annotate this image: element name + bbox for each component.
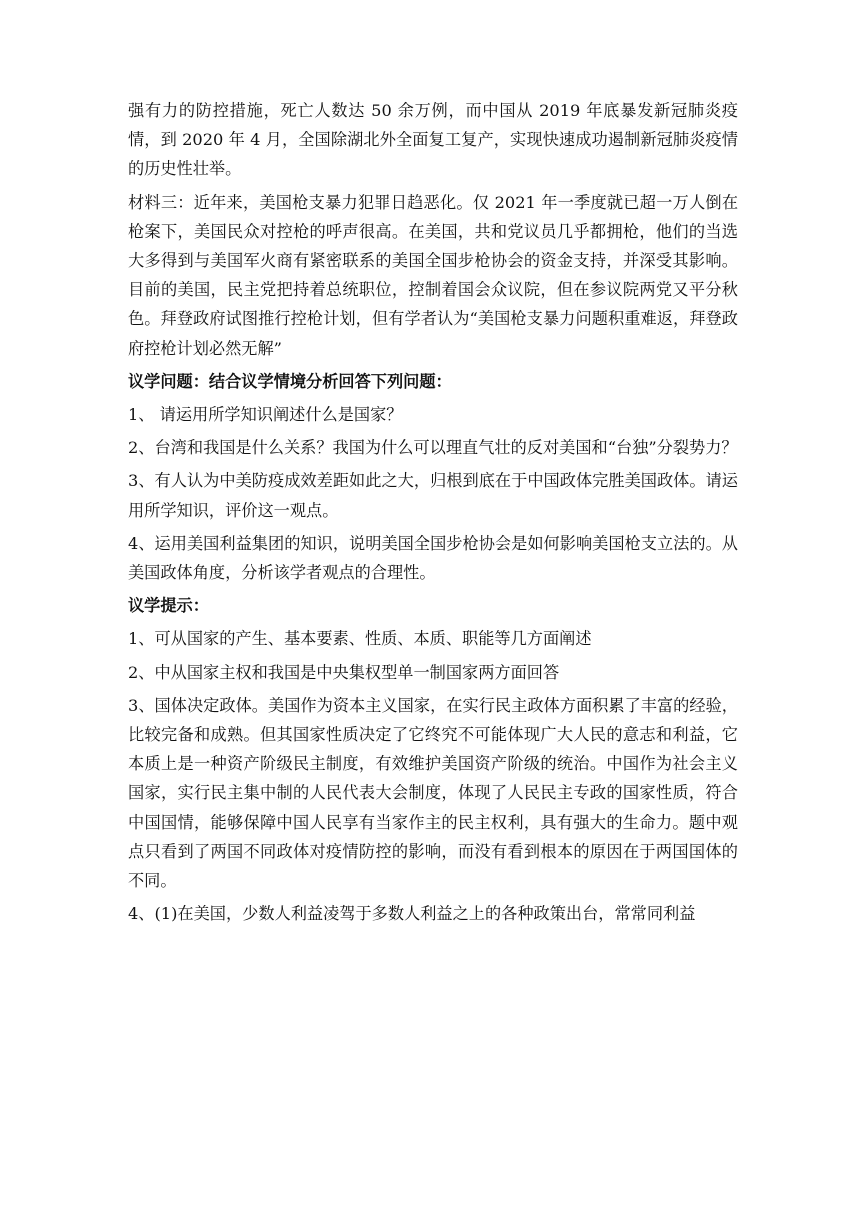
- hint-item: 3、国体决定政体。美国作为资本主义国家，在实行民主政体方面积累了丰富的经验，比较完备和成熟。但其国家性质决定了它终究不可能体现广大人民的意志和利益，它本质上是一种资产阶级民主制度，有效维护美国资产阶级的统治。中国作为社会主义国家，实行民主集中制的人民代表大会制度，体现了人民民主专政的国家性质，符合中国国情，能够保障中国人民享有当家作主的民主权利，具有强大的生命力。题中观点只看到了两国不同政体对疫情防控的影响，而没有看到根本的原因在于两国国体的不同。: [128, 695, 738, 891]
- material-three-paragraph: 材料三：近年来，美国枪支暴力犯罪日趋恶化。仅 2021 年一季度就已超一万人倒在枪案下，美国民众对控枪的呼声很高。在美国，共和党议员几乎都拥枪，他们的当选大多得到与美国军火商有紧密联系的美国全国步枪协会的资金支持，并深受其影响。目前的美国，民主党把持着总统职位，控制着国会众议院，但在参议院两党又平分秋色。拜登政府试图推行控枪计划，但有学者认为“美国枪支暴力问题积重难返，拜登政府控枪计划必然无解”: [128, 192, 738, 358]
- questions-heading: 议学问题：结合议学情境分析回答下列问题：: [128, 371, 452, 391]
- question-item: 3、有人认为中美防疫成效差距如此之大，归根到底在于中国政体完胜美国政体。请运用所学知识，评价这一观点。: [128, 471, 738, 520]
- material-two-continuation: 强有力的防控措施，死亡人数达 50 余万例，而中国从 2019 年底暴发新冠肺炎疫情，到 2020 年 4 月，全国除湖北外全面复工复产，实现快速成功遏制新冠肺炎疫情的历史性壮举。: [128, 101, 738, 179]
- question-item: 1、 请运用所学知识阐述什么是国家？: [128, 405, 403, 425]
- hint-item: 2、中从国家主权和我国是中央集权型单一制国家两方面回答: [128, 662, 560, 682]
- question-item: 2、台湾和我国是什么关系？我国为什么可以理直气壮的反对美国和“台独”分裂势力？: [128, 438, 738, 458]
- hint-item: 4、(1)在美国，少数人利益凌驾于多数人利益之上的各种政策出台，常常同利益: [128, 904, 696, 924]
- hints-heading: 议学提示：: [128, 596, 209, 616]
- question-item: 4、运用美国利益集团的知识，说明美国全国步枪协会是如何影响美国枪支立法的。从美国政体角度，分析该学者观点的合理性。: [128, 533, 738, 583]
- document-page: [128, 96, 738, 932]
- hint-item: 1、可从国家的产生、基本要素、性质、本质、职能等几方面阐述: [128, 629, 592, 649]
